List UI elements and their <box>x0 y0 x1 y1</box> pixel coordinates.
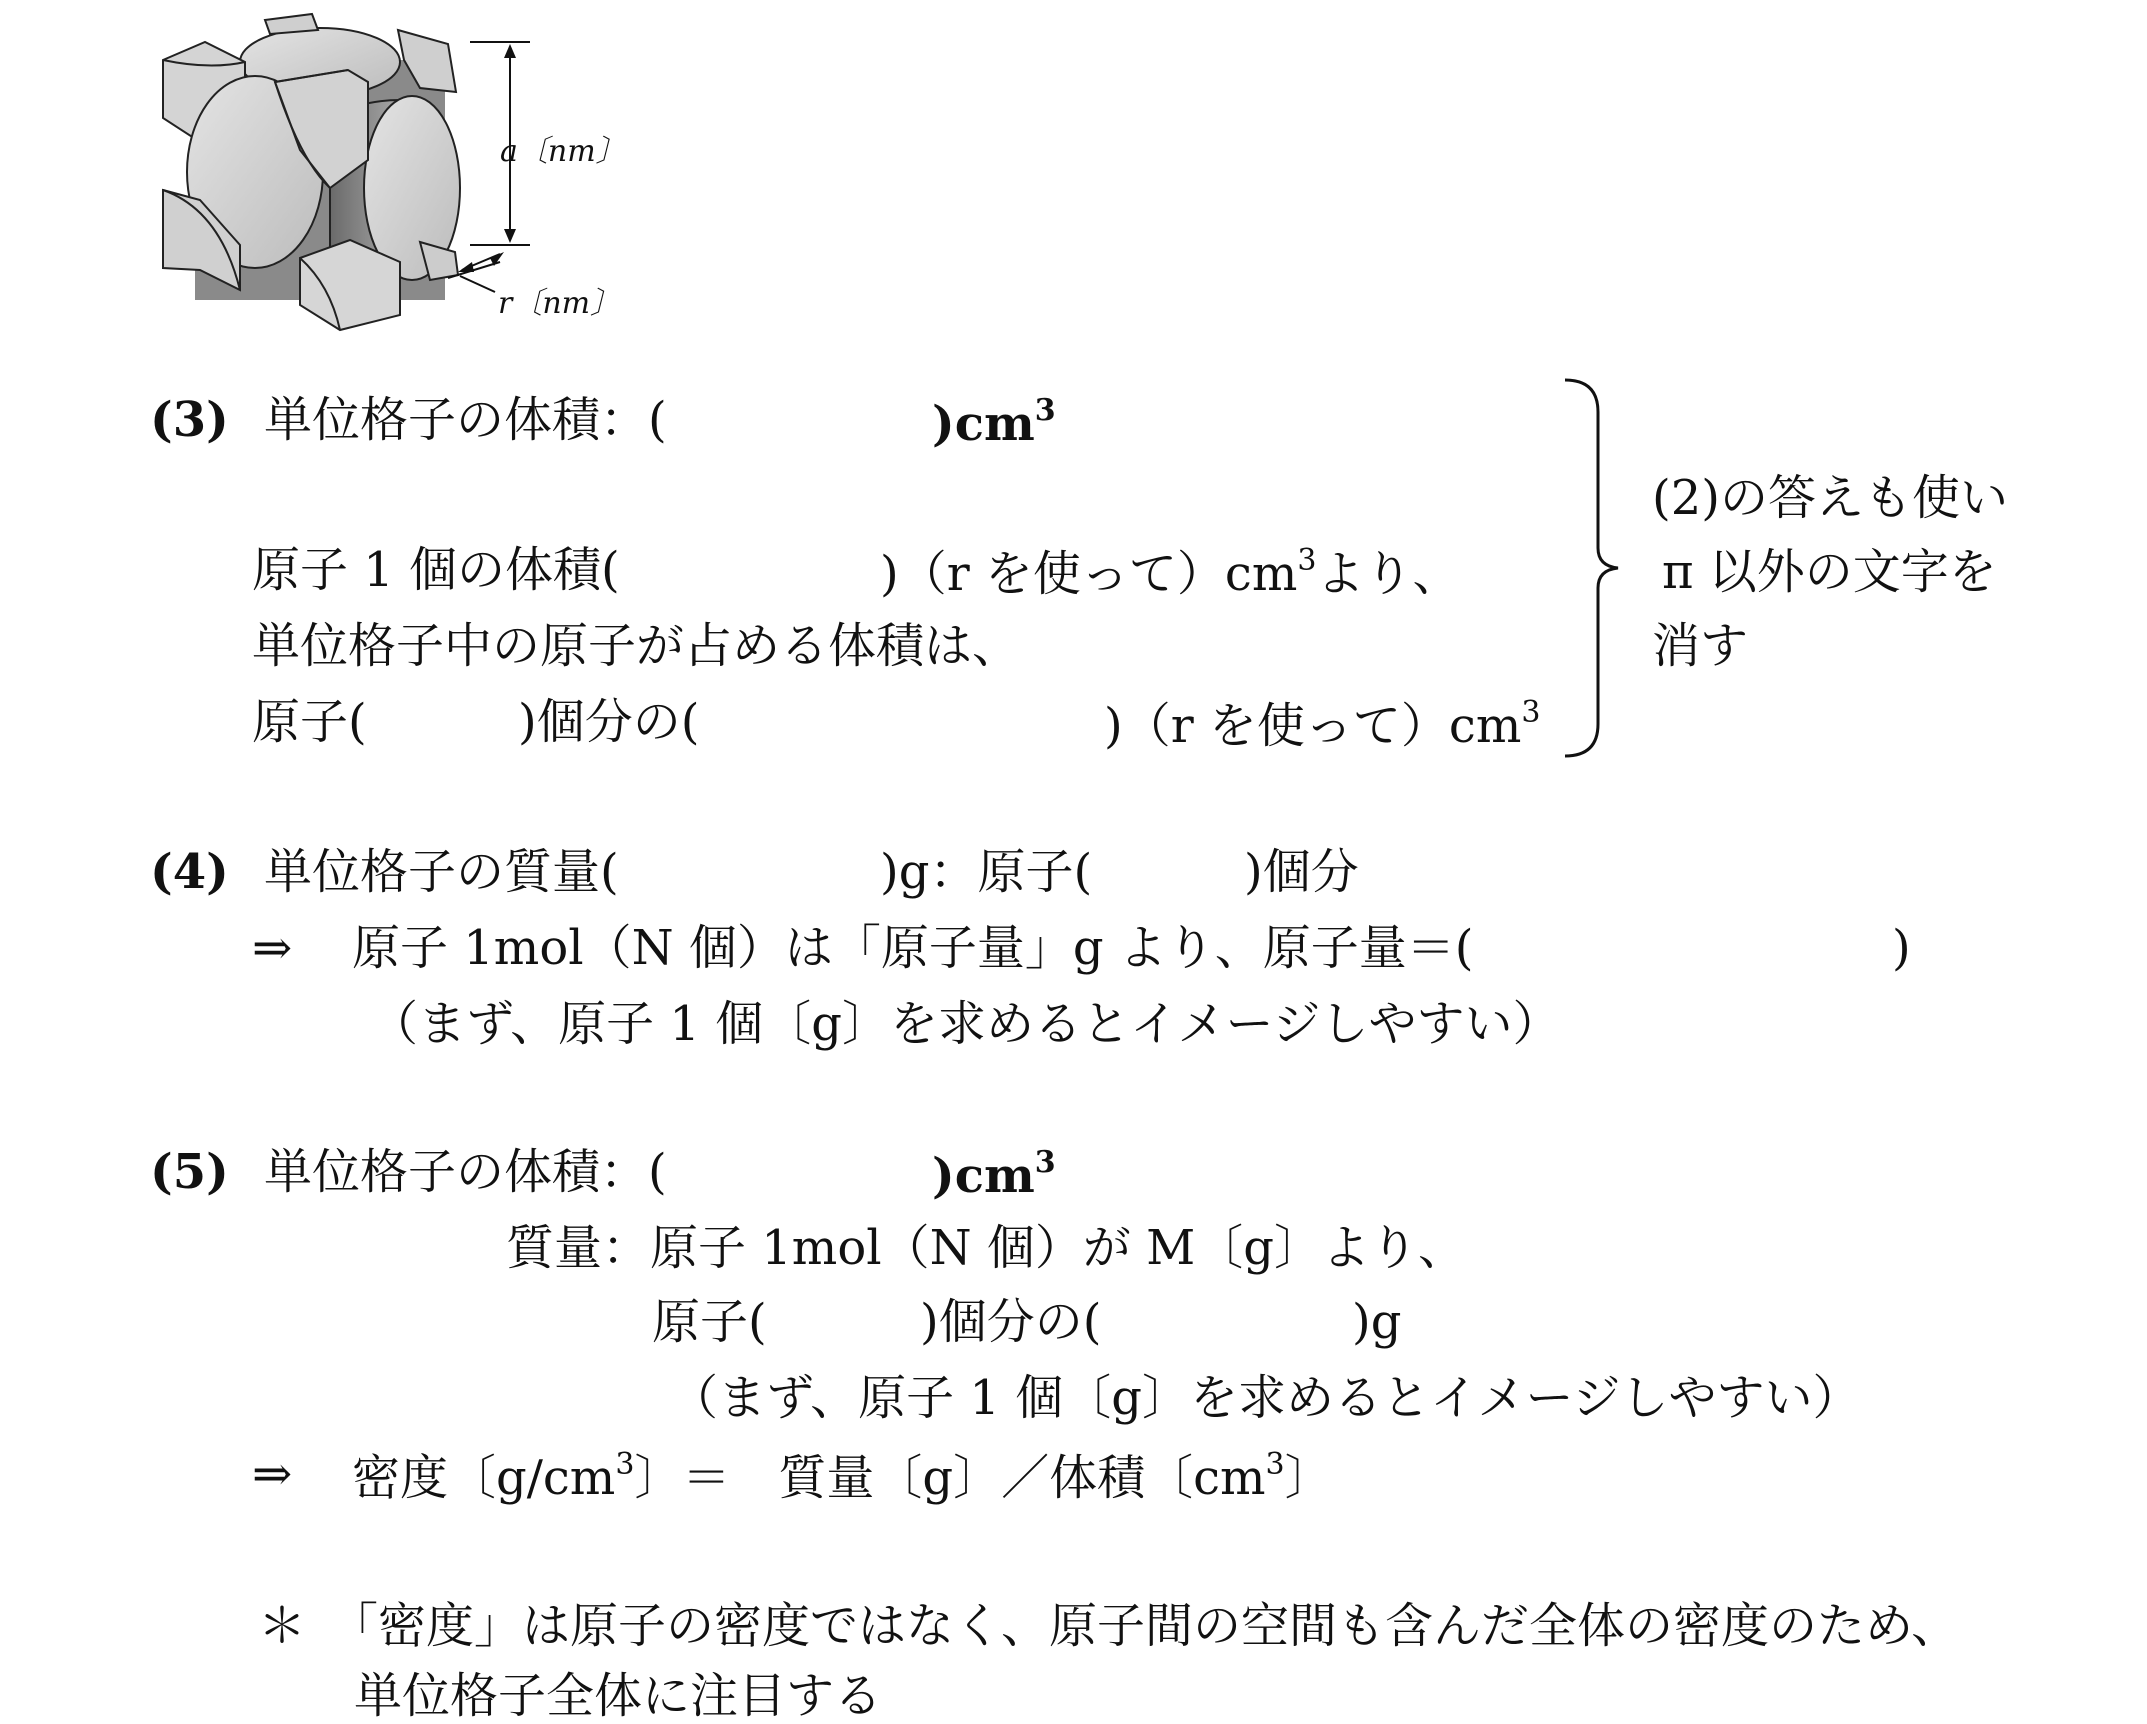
q4-arrow: ⇒ <box>252 920 293 976</box>
q5-line1-close: )$cm^3$ <box>932 1145 1056 1204</box>
q5-density-formula: 密度〔$g/cm^3$〕＝ 質量〔g〕／体積〔$cm^3$〕 <box>352 1447 1333 1506</box>
q5-arrow: ⇒ <box>252 1446 293 1502</box>
q5-number: (5) <box>150 1144 229 1200</box>
q3-line4-mid: )個分の( <box>518 694 700 750</box>
note-mark: ＊ <box>258 1598 307 1654</box>
note-line2: 単位格子全体に注目する <box>354 1668 883 1724</box>
dimension-r-leader <box>460 276 495 292</box>
curly-brace <box>1565 380 1618 756</box>
dimension-a-arrow-up <box>504 44 516 58</box>
dimension-a-arrow-down <box>504 229 516 243</box>
q5-line3-prefix: 原子( <box>652 1294 767 1350</box>
q5-line1-prefix: 単位格子の体積：( <box>264 1144 667 1200</box>
brace-note-line1: (2)の答えも使い <box>1652 470 2008 526</box>
q3-line3: 単位格子中の原子が占める体積は、 <box>252 618 1021 674</box>
dimension-r-label: r〔nm〕 <box>498 286 621 321</box>
q5-line2: 質量：原子 1mol（N 個）が M〔g〕より、 <box>506 1220 1466 1276</box>
q3-number: (3) <box>150 392 229 448</box>
q4-line1-close: )個分 <box>1244 844 1359 900</box>
q3-line2-close: )（r を使って）$cm^3$より、 <box>880 543 1461 602</box>
q4-line1-prefix: 単位格子の質量( <box>264 844 619 900</box>
corner-atom-top-back <box>265 14 318 34</box>
q3-line2-prefix: 原子 1 個の体積( <box>252 542 620 598</box>
brace-note-line3: 消す <box>1652 618 1749 674</box>
q5-line4: （まず、原子 1 個〔g〕を求めるとイメージしやすい） <box>670 1370 1861 1426</box>
dimension-a-label: a〔nm〕 <box>500 134 626 169</box>
dimension-r-arrow-a <box>458 262 474 272</box>
q3-line1-prefix: 単位格子の体積：( <box>264 392 667 448</box>
q4-number: (4) <box>150 844 229 900</box>
q4-line3: （まず、原子 1 個〔g〕を求めるとイメージしやすい） <box>370 996 1561 1052</box>
q5-line3-close: )g <box>1352 1294 1402 1350</box>
note-line1: 「密度」は原子の密度ではなく、原子間の空間も含んだ全体の密度のため、 <box>330 1598 1960 1654</box>
q3-line1-close: )$cm^3$ <box>932 393 1056 452</box>
q3-line4-close: )（r を使って）$cm^3$ <box>1104 695 1541 754</box>
q3-line4-prefix: 原子( <box>252 694 367 750</box>
q5-line3-mid: )個分の( <box>920 1294 1102 1350</box>
brace-note-line2: π 以外の文字を <box>1662 544 1997 600</box>
q4-line2-text: 原子 1mol（N 個）は「原子量」g より、原子量＝( <box>352 920 1474 976</box>
q4-line1-mid: )g：原子( <box>880 844 1093 900</box>
q4-line2-close: ) <box>1892 920 1911 976</box>
